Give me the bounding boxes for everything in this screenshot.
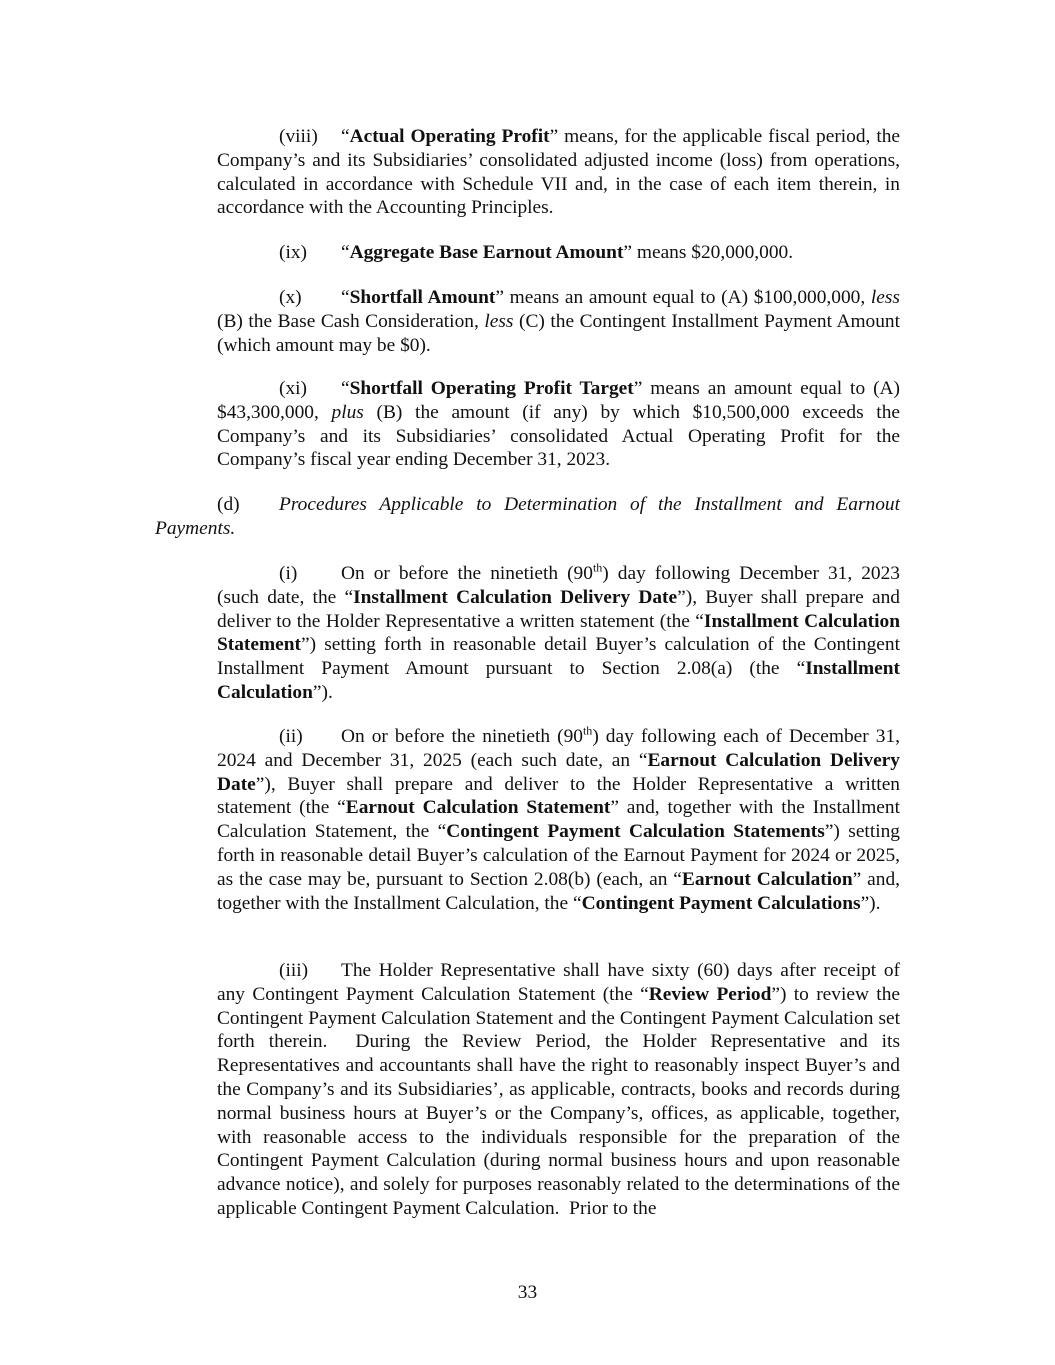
- page-number: 33: [517, 1282, 538, 1303]
- defined-term: Earnout Calculation Statement: [345, 797, 611, 819]
- definition-paragraph-viii: [217, 125, 900, 220]
- paragraph-number: (x): [279, 287, 302, 308]
- paragraph-text: ” means an amount equal to (A) $43,300,000,: [217, 378, 900, 423]
- paragraph-text: ”), Buyer shall prepare and deliver to the Holder Representative a written statement (the “: [217, 586, 900, 632]
- paragraph-text: On or before the ninetieth (90: [341, 563, 593, 584]
- paragraph-text: On or before the ninetieth (90: [341, 726, 583, 747]
- paragraph-text: (B) the amount (if any) by which $10,500,000 exceeds the Company’s and its Subsidiaries’ consolidated Actual Operating Profit for the Company’s fiscal year ending December 31, 2023.: [217, 401, 900, 471]
- defined-term: Actual Operating Profit: [349, 126, 550, 147]
- procedure-paragraph-iii: [217, 959, 900, 1221]
- section-heading-text: Procedures Applicable to Determination of the Installment and Earnout Payments.: [155, 494, 900, 539]
- paragraph-text: ”).: [860, 892, 881, 914]
- paragraph-text: ”).: [312, 681, 333, 703]
- paragraph-text: ”) setting forth in reasonable detail Buyer’s calculation of the Earnout Payment for 2024 or 2025, as the case may be, pursuant to Section 2.08(b) (each, an “: [217, 821, 900, 890]
- paragraph-text: ”), Buyer shall prepare and deliver to the Holder Representative a written statement (the “: [217, 773, 900, 819]
- open-quote: “: [341, 242, 350, 263]
- superscript: th: [592, 560, 603, 575]
- paragraph-text: ) day following December 31, 2023 (such date, the “: [217, 563, 900, 608]
- defined-term: Installment Calculation: [217, 658, 900, 703]
- defined-term: Shortfall Operating Profit Target: [349, 378, 634, 399]
- emphasis-less: less: [870, 287, 900, 308]
- paragraph-number: (viii): [279, 126, 318, 147]
- defined-term: Review Period: [648, 983, 772, 1005]
- defined-term: Earnout Calculation Delivery Date: [217, 749, 900, 795]
- defined-term: Installment Calculation Statement: [217, 610, 900, 656]
- definition-paragraph-ix: [217, 241, 900, 265]
- paragraph-text: ” means, for the applicable fiscal period, the Company’s and its Subsidiaries’ consolidated adjusted income (loss) from operations, calculated in accordance with Schedule VII and, in the case of each item therein, in accordance with the Accounting Principles.: [217, 126, 901, 219]
- defined-term: Contingent Payment Calculation Statements: [446, 821, 825, 843]
- defined-term: Installment Calculation Delivery Date: [353, 586, 678, 608]
- open-quote: “: [341, 126, 350, 147]
- defined-term: Contingent Payment Calculations: [581, 892, 861, 914]
- procedure-paragraph-i: [217, 562, 900, 705]
- paragraph-number: (iii): [279, 960, 309, 981]
- paragraph-number: (d): [217, 494, 240, 515]
- paragraph-text: ” means an amount equal to (A) $100,000,000,: [495, 287, 871, 308]
- emphasis-less: less: [484, 310, 514, 332]
- paragraph-number: (ii): [279, 726, 303, 747]
- defined-term: Shortfall Amount: [349, 287, 496, 308]
- paragraph-text: ) day following each of December 31, 2024 and December 31, 2025 (each such date, an “: [217, 726, 900, 771]
- paragraph-number: (i): [279, 563, 298, 584]
- paragraph-text: ” and, together with the Installment Calculation Statement, the “: [217, 797, 901, 843]
- definition-paragraph-x: [217, 286, 900, 357]
- defined-term: Aggregate Base Earnout Amount: [349, 242, 624, 263]
- open-quote: “: [341, 287, 350, 308]
- paragraph-text: ” means $20,000,000.: [623, 242, 794, 263]
- paragraph-text: (B) the Base Cash Consideration,: [217, 310, 485, 332]
- emphasis-plus: plus: [331, 401, 364, 423]
- superscript: th: [582, 723, 593, 738]
- open-quote: “: [341, 378, 350, 399]
- paragraph-number: (xi): [279, 378, 307, 399]
- defined-term: Earnout Calculation: [681, 868, 853, 890]
- procedure-paragraph-ii: [217, 725, 900, 915]
- paragraph-text: ”) setting forth in reasonable detail Buyer’s calculation of the Contingent Installment Payment Amount pursuant to Section 2.08(a) (the “: [217, 634, 900, 680]
- paragraph-text: ” and, together with the Installment Calculation, the “: [217, 868, 900, 914]
- paragraph-text: (C) the Contingent Installment Payment Amount (which amount may be $0).: [217, 310, 900, 356]
- paragraph-text: The Holder Representative shall have sixty (60) days after receipt of any Contingent Payment Calculation Statement (the “: [217, 960, 900, 1005]
- section-heading-d: [155, 493, 900, 541]
- paragraph-number: (ix): [279, 242, 307, 263]
- paragraph-text: ”) to review the Contingent Payment Calculation Statement and the Contingent Payment Calculation set forth therein. During the Review Period, the Holder Representative and its Representatives and accountants shall have the right to reasonably inspect Buyer’s and the Company’s and its Subsidiaries’, as applicable, contracts, books and records during normal business hours at Buyer’s or the Company’s, offices, as applicable, together, with reasonable access to the individuals responsible for the preparation of the Contingent Payment Calculation (during normal business hours and upon reasonable advance notice), and solely for purposes reasonably related to the determinations of the applicable Contingent Payment Calculation. Prior to the: [217, 983, 901, 1219]
- definition-paragraph-xi: [217, 377, 900, 472]
